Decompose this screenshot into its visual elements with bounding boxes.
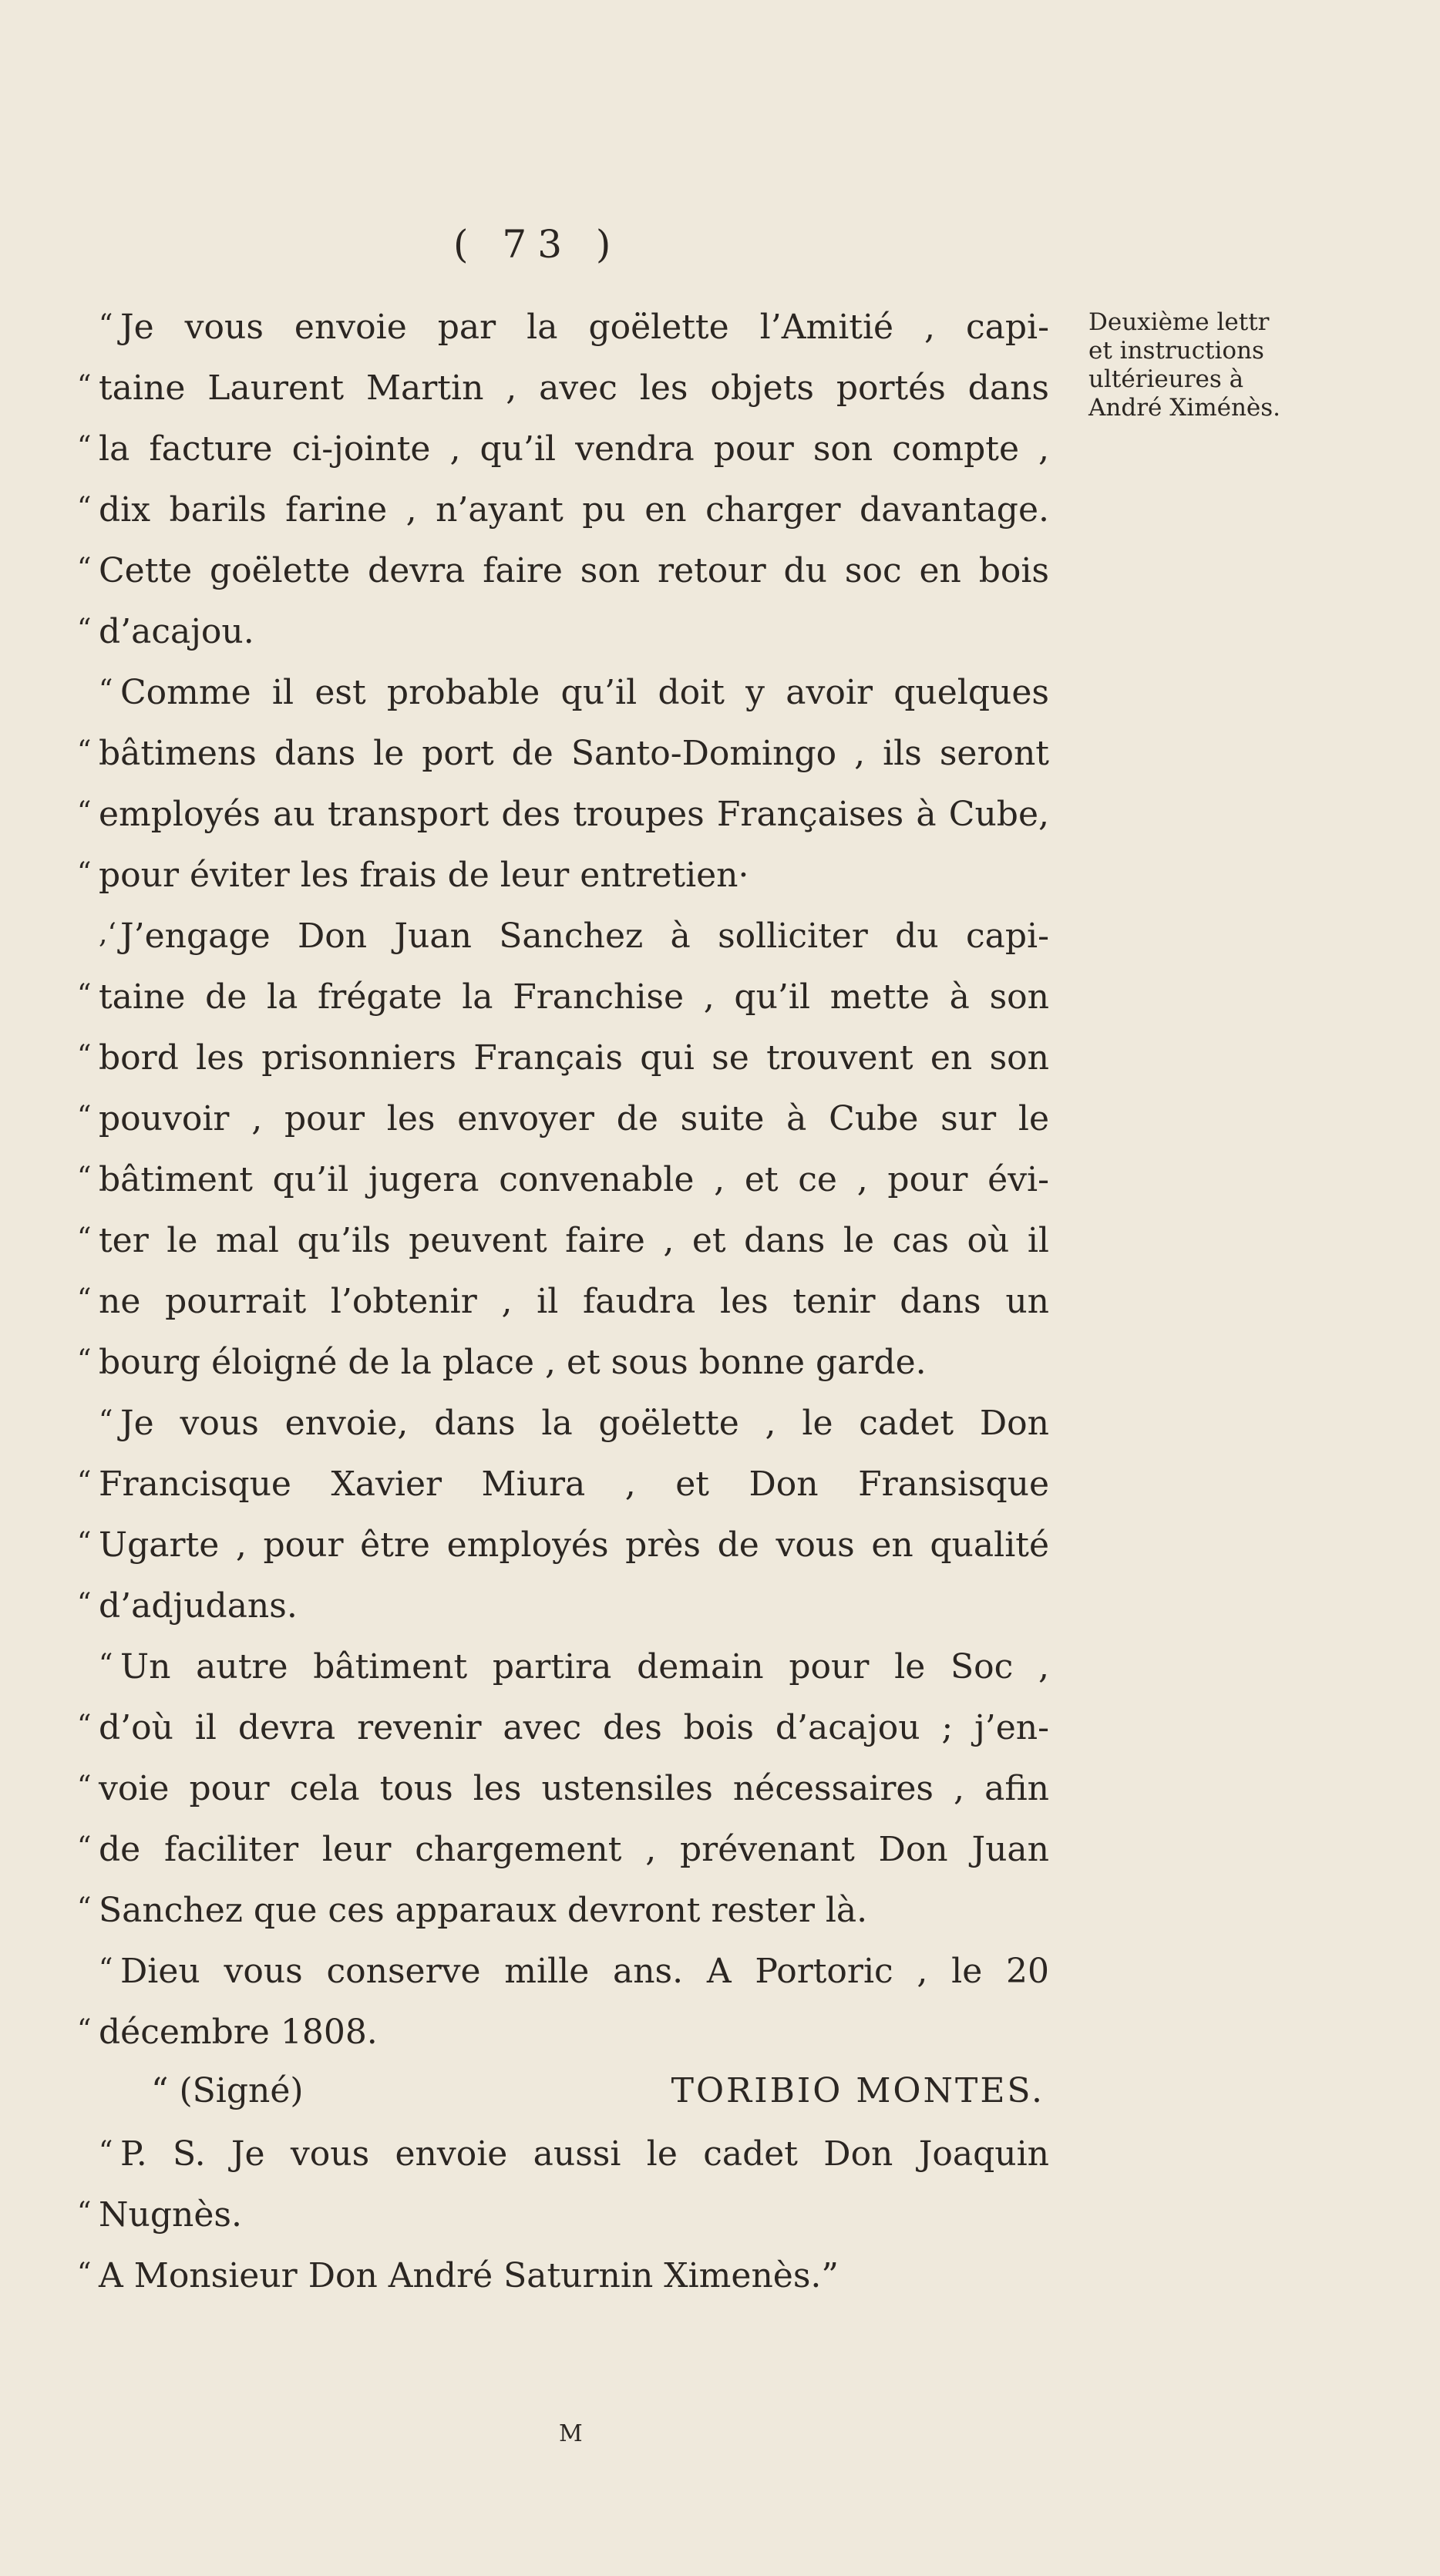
line-text: Sanchez que ces apparaux devront rester là.	[99, 1891, 868, 1930]
text-line	[77, 842, 1068, 903]
quote-mark: “	[77, 1831, 92, 1863]
line-text: Nugnès.	[99, 2195, 242, 2235]
signature-name: TORIBIO MONTES.	[671, 2071, 1045, 2110]
quote-mark: “	[77, 1466, 92, 1498]
line-text: ter le mal qu’ils peuvent faire , et dans le cas où il	[99, 1221, 1049, 1260]
text-line	[77, 782, 1068, 842]
line-text: Je vous envoie par la goëlette l’Amitié , capi-	[120, 308, 1049, 347]
quote-mark: “	[99, 674, 113, 706]
line-text: J’engage Don Juan Sanchez à solliciter du capi-	[120, 916, 1049, 956]
text-line	[77, 1208, 1068, 1269]
line-text: A Monsieur Don André Saturnin Ximenès.”	[99, 2256, 839, 2295]
quote-mark: “	[77, 370, 92, 402]
text-line	[77, 477, 1068, 538]
quote-mark: “	[77, 1344, 92, 1376]
text-line	[77, 660, 1068, 721]
margin-note-line: Deuxième lettr	[1088, 308, 1270, 336]
text-line	[77, 294, 1068, 355]
line-text: pouvoir , pour les envoyer de suite à Cube sur le	[99, 1099, 1049, 1138]
line-text: bâtiment qu’il jugera convenable , et ce , pour évi-	[99, 1160, 1049, 1199]
text-line	[77, 1147, 1068, 1208]
quote-mark: “	[77, 1222, 92, 1254]
page-number: ( 73 )	[453, 222, 622, 267]
text-line	[77, 2243, 1068, 2304]
line-text: Je vous envoie, dans la goëlette , le cadet Don	[120, 1404, 1049, 1443]
quote-mark: “	[77, 1892, 92, 1924]
quote-mark: “	[77, 2258, 92, 2289]
quote-mark: “	[99, 2136, 113, 2167]
text-line	[77, 903, 1068, 964]
text-line	[77, 1573, 1068, 1634]
line-text: dix barils farine , n’ayant pu en charger davantage.	[99, 490, 1049, 530]
text-line	[77, 1391, 1068, 1451]
line-text: bourg éloigné de la place , et sous bonne garde.	[99, 1343, 927, 1382]
line-text: la facture ci-jointe , qu’il vendra pour son compte ,	[99, 429, 1049, 469]
quote-mark: ,‘	[99, 918, 116, 950]
quote-mark: “	[77, 2197, 92, 2228]
text-line	[77, 1269, 1068, 1330]
margin-note-line: et instructions	[1088, 337, 1264, 365]
text-line	[77, 1451, 1068, 1512]
quote-mark: “	[99, 309, 113, 341]
quote-mark: “	[77, 2014, 92, 2046]
line-text: d’adjudans.	[99, 1586, 298, 1626]
text-line	[77, 355, 1068, 416]
line-text: bâtimens dans le port de Santo-Domingo , ils seront	[99, 734, 1049, 773]
text-line	[77, 1756, 1068, 1817]
text-line	[77, 964, 1068, 1025]
quote-mark: “	[77, 1771, 92, 1802]
line-text: ne pourrait l’obtenir , il faudra les tenir dans un	[99, 1282, 1049, 1321]
quote-mark: “	[99, 1953, 113, 1985]
quote-mark: “	[77, 614, 92, 645]
text-line	[77, 1512, 1068, 1573]
line-text: pour éviter les frais de leur entretien·	[99, 856, 749, 895]
line-text: de faciliter leur chargement , prévenant Don Juan	[99, 1830, 1049, 1869]
line-text: P. S. Je vous envoie aussi le cadet Don Joaquin	[120, 2134, 1049, 2174]
signature-mark: M	[559, 2420, 583, 2447]
line-text: taine Laurent Martin , avec les objets portés dans	[99, 368, 1049, 408]
text-line	[77, 416, 1068, 477]
text-line	[77, 1330, 1068, 1391]
text-line	[77, 2121, 1068, 2182]
quote-mark: “	[77, 1162, 92, 1193]
line-text: bord les prisonniers Français qui se trouvent en son	[99, 1038, 1049, 1078]
quote-mark: “	[77, 979, 92, 1011]
quote-mark: “	[77, 735, 92, 767]
quote-mark: “	[77, 431, 92, 462]
letter-body	[77, 294, 1068, 2304]
text-line	[77, 599, 1068, 660]
text-line	[77, 721, 1068, 782]
text-line	[77, 1878, 1068, 1939]
quote-mark: “	[77, 1283, 92, 1315]
line-text: Francisque Xavier Miura , et Don Fransisque	[99, 1465, 1049, 1504]
text-line	[77, 1939, 1068, 1999]
quote-mark: “	[77, 796, 92, 828]
line-text: employés au transport des troupes Françaises à Cube,	[99, 795, 1049, 834]
text-line	[77, 1999, 1068, 2060]
line-text: d’acajou.	[99, 612, 254, 651]
quote-mark: “	[77, 553, 92, 584]
quote-mark: “	[99, 1649, 113, 1680]
line-text: Dieu vous conserve mille ans. A Portoric , le 20	[120, 1952, 1049, 1991]
text-line	[77, 1634, 1068, 1695]
line-text: Un autre bâtiment partira demain pour le Soc ,	[120, 1647, 1049, 1687]
quote-mark: “	[77, 1040, 92, 1071]
text-line	[77, 1025, 1068, 1086]
quote-mark: “	[77, 1527, 92, 1559]
line-text: décembre 1808.	[99, 2013, 378, 2052]
margin-note	[1088, 308, 1366, 422]
quote-mark: “	[77, 492, 92, 523]
quote-mark: “	[77, 1710, 92, 1741]
text-line	[77, 1086, 1068, 1147]
line-text: Cette goëlette devra faire son retour du soc en bois	[99, 551, 1049, 590]
text-line	[77, 1695, 1068, 1756]
text-line	[77, 538, 1068, 599]
margin-note-line: ultérieures à	[1088, 365, 1244, 393]
line-text: voie pour cela tous les ustensiles nécessaires , afin	[99, 1769, 1049, 1808]
quote-mark: “	[77, 1101, 92, 1132]
quote-mark: “	[77, 857, 92, 889]
line-text: d’où il devra revenir avec des bois d’acajou ; j’en-	[99, 1708, 1049, 1747]
quote-mark: “	[99, 1405, 113, 1437]
margin-note-line: André Ximénès.	[1088, 394, 1281, 422]
text-line	[77, 1817, 1068, 1878]
signature-label: “ (Signé)	[151, 2071, 304, 2110]
line-text: taine de la frégate la Franchise , qu’il mette à son	[99, 977, 1049, 1017]
line-text: Ugarte , pour être employés près de vous en qualité	[99, 1525, 1049, 1565]
text-line	[77, 2182, 1068, 2243]
quote-mark: “	[77, 1588, 92, 1619]
line-text: Comme il est probable qu’il doit y avoir quelques	[120, 673, 1049, 712]
signature-line	[77, 2060, 1068, 2121]
